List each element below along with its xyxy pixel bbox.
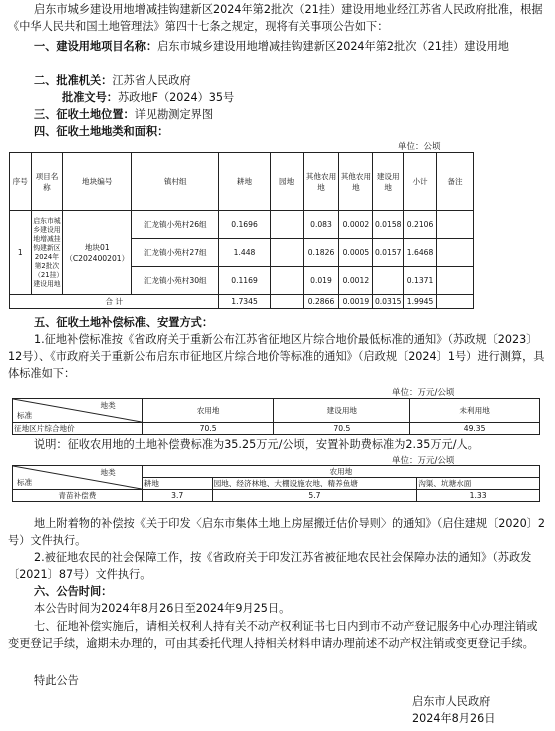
cell-note [436,239,473,267]
diagonal-line [13,399,142,422]
cell-note [436,267,473,295]
cell-build: 0.0158 [373,211,404,239]
signature-org: 启东市人民政府 [412,695,491,708]
attachment-compensation-paragraph: 地上附着物的补偿按《关于印发〈启东市集体土地上房屋搬迁估价导则〉的通知》（启住建规〔2020〕2号）文件执行。 [8,517,546,547]
table2-col-farm: 农用地 [142,399,274,423]
cell-other1: 0.083 [303,211,339,239]
registration-paragraph: 七、征地补偿实施后，请相关权利人持有关不动产权利证书七日内到市不动产登记服务中心办理注销或变更登记手续，逾期未办理的，可由其委托代理人持相关材料申请办理前述不动产权注销或变更登记手续。 [8,620,538,650]
cell-total-other2: 0.0019 [339,295,373,309]
table2-val-unused: 49.35 [410,423,540,435]
project-name-value: 启东市城乡建设用地增减挂钩建新区2024年第2批次（21挂）建设用地 [157,40,509,53]
section-location [34,106,534,123]
table3-val-arable: 3.7 [142,490,212,502]
intro-paragraph: 启东市城乡建设用地增减挂钩建新区2024年第2批次（21挂）建设用地业经江苏省人民政府批准，根据《中华人民共和国土地管理法》第四十七条之规定，现将有关事项公告如下： [8,3,543,33]
table2-unit: 单位：万元/公顷 [392,388,455,398]
table1-header-row [10,153,474,211]
th-arable: 耕地 [219,153,270,211]
approval-number-value: 苏政地F（2024）35号 [117,91,235,104]
section-approval-number [62,89,542,106]
cell-total-subtotal: 1.9945 [404,295,437,309]
table3-corner-bottom: 标准 [17,478,33,487]
table3-corner-top: 地类 [100,468,116,477]
approval-authority-value: 江苏省人民政府 [112,74,191,87]
table-row [13,490,540,502]
table-row [13,423,540,435]
table2-col-build: 建设用地 [274,399,410,423]
th-build: 建设用地 [373,153,404,211]
cell-arable: 0.1169 [219,267,270,295]
table3-val-ditch: 1.33 [417,490,540,502]
cell-arable: 0.1696 [219,211,270,239]
table2-corner-top: 地类 [100,401,116,410]
approval-number-label: 批准文号： [62,91,118,104]
th-plot: 地块编号 [63,153,132,211]
cell-build: 0.0157 [373,239,404,267]
table3-unit: 单位：万元/公顷 [392,456,455,466]
th-village: 镇村组 [132,153,219,211]
signature-date: 2024年8月26日 [412,712,496,725]
th-note: 备注 [436,153,473,211]
section-land-type-heading: 四、征收土地地类和面积： [34,125,169,138]
section-compensation-heading: 五、征收土地补偿标准、安置方式： [34,316,214,329]
cell-total-arable: 1.7345 [219,295,270,309]
table2-corner [13,399,143,423]
location-label: 三、征收土地位置： [34,108,135,121]
cell-total-other1: 0.2866 [303,295,339,309]
table-row [10,211,474,239]
table3-col-garden: 园地、经济林地、大棚设施农地、精养鱼塘 [212,478,417,490]
cell-garden [270,267,303,295]
th-other-farm-2: 其他农用地 [339,153,373,211]
land-area-table [9,152,474,309]
cell-subtotal: 1.6468 [404,239,437,267]
compensation-paragraph-1: 1.征地补偿标准按《省政府关于重新公布江苏省征地区片综合地价最低标准的通知》（苏政规〔2023〕12号）、《市政府关于重新公布启东市征地区片综合地价等标准的通知》（启政规〔2024〕1号）进行测算，具体标准如下： [8,333,545,380]
table3-corner [13,466,143,490]
approval-authority-label: 二、批准机关： [34,74,113,87]
cell-garden [270,239,303,267]
cell-subtotal: 0.1371 [404,267,437,295]
social-security-paragraph: 2.被征地农民的社会保障工作，按《省政府关于印发江苏省被征地农民社会保障办法的通知》（苏政发〔2021〕87号）文件执行。 [8,551,532,581]
closing-text: 特此公告 [34,674,79,687]
section-project-name [8,38,548,55]
th-seq: 序号 [10,153,32,211]
table2-header-row [13,399,540,423]
cell-garden [270,211,303,239]
table2-corner-bottom: 标准 [17,411,33,420]
cell-other1: 0.019 [303,267,339,295]
cell-subtotal: 0.2106 [404,211,437,239]
table1-unit: 单位：公顷 [398,142,441,152]
th-project: 项目名称 [31,153,63,211]
cell-project: 启东市城乡建设用地增减挂钩建新区2024年第2批次（21挂）建设用地 [31,211,63,295]
cell-total-build: 0.0315 [373,295,404,309]
cell-total-label: 合 计 [10,295,219,309]
table2-val-farm: 70.5 [142,423,274,435]
th-subtotal: 小计 [404,153,437,211]
cell-village: 汇龙镇小苑村27组 [132,239,219,267]
table2-val-build: 70.5 [274,423,410,435]
cell-build [373,267,404,295]
project-name-label: 一、建设用地项目名称： [34,40,158,53]
cell-village: 汇龙镇小苑村30组 [132,267,219,295]
th-other-farm: 其他农用地 [303,153,339,211]
cell-arable: 1.448 [219,239,270,267]
table3-group-farm: 农用地 [142,466,539,478]
announcement-period: 本公告时间为2024年8月26日至2024年9月25日。 [34,602,291,615]
land-price-table [12,398,540,435]
cell-other2: 0.0002 [339,211,373,239]
compensation-note: 说明：征收农用地的土地补偿费标准为35.25万元/公顷，安置补助费标准为2.35万元/人。 [34,438,479,451]
cell-village: 汇龙镇小苑村26组 [132,211,219,239]
table2-col-unused: 未利用地 [410,399,540,423]
table2-row-label: 征地区片综合地价 [13,423,143,435]
cell-total-garden [270,295,303,309]
table3-val-garden: 5.7 [212,490,417,502]
crop-compensation-table [12,465,540,502]
cell-other2: 0.0005 [339,239,373,267]
cell-plot: 地块01（C202400201） [63,211,132,295]
table3-row-label: 青苗补偿费 [13,490,143,502]
cell-other1: 0.1826 [303,239,339,267]
table3-col-ditch: 沟渠、坑塘水面 [417,478,540,490]
section-announcement-time: 六、公告时间： [34,585,113,598]
cell-total-note [436,295,473,309]
th-garden: 园地 [270,153,303,211]
table3-col-arable: 耕地 [142,478,212,490]
location-value: 详见勘测定界图 [134,108,214,121]
cell-other2: 0.0012 [339,267,373,295]
cell-note [436,211,473,239]
table1-total-row [10,295,474,309]
cell-seq: 1 [10,211,32,295]
section-approval-authority [34,72,534,89]
diagonal-line [13,466,142,489]
